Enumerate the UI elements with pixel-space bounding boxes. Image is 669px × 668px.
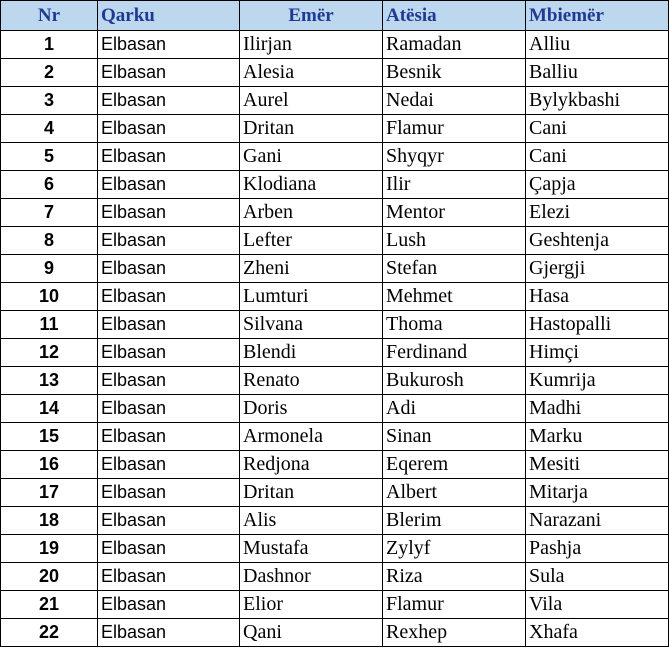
cell-atesia: Ramadan — [383, 31, 526, 59]
cell-qarku: Elbasan — [98, 535, 240, 563]
cell-emer: Blendi — [240, 339, 383, 367]
cell-nr: 9 — [1, 255, 98, 283]
cell-qarku: Elbasan — [98, 87, 240, 115]
cell-qarku: Elbasan — [98, 171, 240, 199]
cell-nr: 3 — [1, 87, 98, 115]
cell-emer: Ilirjan — [240, 31, 383, 59]
cell-nr: 15 — [1, 423, 98, 451]
cell-mbiemer: Himçi — [526, 339, 669, 367]
table-row — [1, 227, 669, 255]
cell-mbiemer: Kumrija — [526, 367, 669, 395]
table-row — [1, 619, 669, 647]
cell-qarku: Elbasan — [98, 563, 240, 591]
cell-emer: Elior — [240, 591, 383, 619]
cell-mbiemer: Hastopalli — [526, 311, 669, 339]
cell-nr: 11 — [1, 311, 98, 339]
table-row — [1, 283, 669, 311]
cell-qarku: Elbasan — [98, 255, 240, 283]
cell-mbiemer: Madhi — [526, 395, 669, 423]
header-nr: Nr — [1, 1, 98, 31]
cell-qarku: Elbasan — [98, 591, 240, 619]
cell-nr: 2 — [1, 59, 98, 87]
cell-mbiemer: Çapja — [526, 171, 669, 199]
cell-mbiemer: Vila — [526, 591, 669, 619]
table-row — [1, 507, 669, 535]
cell-atesia: Mentor — [383, 199, 526, 227]
cell-atesia: Blerim — [383, 507, 526, 535]
cell-atesia: Flamur — [383, 591, 526, 619]
cell-nr: 13 — [1, 367, 98, 395]
table-row — [1, 171, 669, 199]
table-row — [1, 563, 669, 591]
cell-nr: 1 — [1, 31, 98, 59]
cell-atesia: Sinan — [383, 423, 526, 451]
cell-qarku: Elbasan — [98, 479, 240, 507]
cell-atesia: Stefan — [383, 255, 526, 283]
header-row — [1, 1, 669, 31]
cell-emer: Lumturi — [240, 283, 383, 311]
cell-qarku: Elbasan — [98, 619, 240, 647]
cell-mbiemer: Gjergji — [526, 255, 669, 283]
cell-emer: Dashnor — [240, 563, 383, 591]
cell-qarku: Elbasan — [98, 31, 240, 59]
cell-mbiemer: Mesiti — [526, 451, 669, 479]
table-row — [1, 395, 669, 423]
cell-nr: 4 — [1, 115, 98, 143]
cell-emer: Klodiana — [240, 171, 383, 199]
table-row — [1, 255, 669, 283]
cell-mbiemer: Xhafa — [526, 619, 669, 647]
cell-emer: Qani — [240, 619, 383, 647]
table-row — [1, 591, 669, 619]
cell-atesia: Ferdinand — [383, 339, 526, 367]
cell-emer: Alesia — [240, 59, 383, 87]
cell-qarku: Elbasan — [98, 395, 240, 423]
cell-mbiemer: Cani — [526, 115, 669, 143]
cell-nr: 5 — [1, 143, 98, 171]
cell-atesia: Eqerem — [383, 451, 526, 479]
cell-nr: 19 — [1, 535, 98, 563]
cell-emer: Armonela — [240, 423, 383, 451]
cell-qarku: Elbasan — [98, 283, 240, 311]
table-row — [1, 59, 669, 87]
cell-atesia: Flamur — [383, 115, 526, 143]
cell-emer: Dritan — [240, 115, 383, 143]
cell-mbiemer: Mitarja — [526, 479, 669, 507]
cell-emer: Arben — [240, 199, 383, 227]
cell-nr: 8 — [1, 227, 98, 255]
cell-atesia: Bukurosh — [383, 367, 526, 395]
cell-nr: 20 — [1, 563, 98, 591]
cell-emer: Renato — [240, 367, 383, 395]
cell-atesia: Shyqyr — [383, 143, 526, 171]
table-row — [1, 479, 669, 507]
cell-atesia: Besnik — [383, 59, 526, 87]
cell-mbiemer: Balliu — [526, 59, 669, 87]
cell-mbiemer: Cani — [526, 143, 669, 171]
header-qarku: Qarku — [98, 1, 240, 31]
cell-atesia: Ilir — [383, 171, 526, 199]
cell-atesia: Albert — [383, 479, 526, 507]
cell-emer: Dritan — [240, 479, 383, 507]
cell-mbiemer: Geshtenja — [526, 227, 669, 255]
cell-emer: Aurel — [240, 87, 383, 115]
cell-nr: 6 — [1, 171, 98, 199]
header-mbiemer: Mbiemër — [526, 1, 669, 31]
cell-qarku: Elbasan — [98, 143, 240, 171]
cell-mbiemer: Narazani — [526, 507, 669, 535]
table-row — [1, 31, 669, 59]
cell-emer: Lefter — [240, 227, 383, 255]
cell-qarku: Elbasan — [98, 227, 240, 255]
table-row — [1, 367, 669, 395]
cell-mbiemer: Marku — [526, 423, 669, 451]
cell-emer: Doris — [240, 395, 383, 423]
header-atesia: Atësia — [383, 1, 526, 31]
cell-emer: Silvana — [240, 311, 383, 339]
table-row — [1, 423, 669, 451]
cell-mbiemer: Hasa — [526, 283, 669, 311]
cell-atesia: Adi — [383, 395, 526, 423]
cell-emer: Redjona — [240, 451, 383, 479]
table-row — [1, 535, 669, 563]
cell-emer: Alis — [240, 507, 383, 535]
table-body — [1, 31, 669, 647]
cell-nr: 21 — [1, 591, 98, 619]
cell-nr: 12 — [1, 339, 98, 367]
cell-qarku: Elbasan — [98, 507, 240, 535]
cell-nr: 10 — [1, 283, 98, 311]
cell-mbiemer: Bylykbashi — [526, 87, 669, 115]
cell-nr: 17 — [1, 479, 98, 507]
cell-mbiemer: Pashja — [526, 535, 669, 563]
cell-mbiemer: Elezi — [526, 199, 669, 227]
cell-nr: 14 — [1, 395, 98, 423]
cell-qarku: Elbasan — [98, 59, 240, 87]
cell-qarku: Elbasan — [98, 199, 240, 227]
table-row — [1, 451, 669, 479]
table-row — [1, 311, 669, 339]
cell-qarku: Elbasan — [98, 311, 240, 339]
cell-atesia: Thoma — [383, 311, 526, 339]
table-row — [1, 115, 669, 143]
table-row — [1, 87, 669, 115]
cell-qarku: Elbasan — [98, 115, 240, 143]
cell-atesia: Lush — [383, 227, 526, 255]
cell-atesia: Riza — [383, 563, 526, 591]
cell-nr: 16 — [1, 451, 98, 479]
cell-mbiemer: Sula — [526, 563, 669, 591]
cell-qarku: Elbasan — [98, 367, 240, 395]
cell-nr: 18 — [1, 507, 98, 535]
table-row — [1, 199, 669, 227]
cell-atesia: Nedai — [383, 87, 526, 115]
table-row — [1, 339, 669, 367]
cell-qarku: Elbasan — [98, 451, 240, 479]
cell-atesia: Rexhep — [383, 619, 526, 647]
cell-nr: 22 — [1, 619, 98, 647]
cell-qarku: Elbasan — [98, 339, 240, 367]
cell-emer: Zheni — [240, 255, 383, 283]
table-row — [1, 143, 669, 171]
cell-emer: Gani — [240, 143, 383, 171]
cell-atesia: Zylyf — [383, 535, 526, 563]
cell-qarku: Elbasan — [98, 423, 240, 451]
cell-nr: 7 — [1, 199, 98, 227]
cell-emer: Mustafa — [240, 535, 383, 563]
header-emer: Emër — [240, 1, 383, 31]
cell-atesia: Mehmet — [383, 283, 526, 311]
cell-mbiemer: Alliu — [526, 31, 669, 59]
